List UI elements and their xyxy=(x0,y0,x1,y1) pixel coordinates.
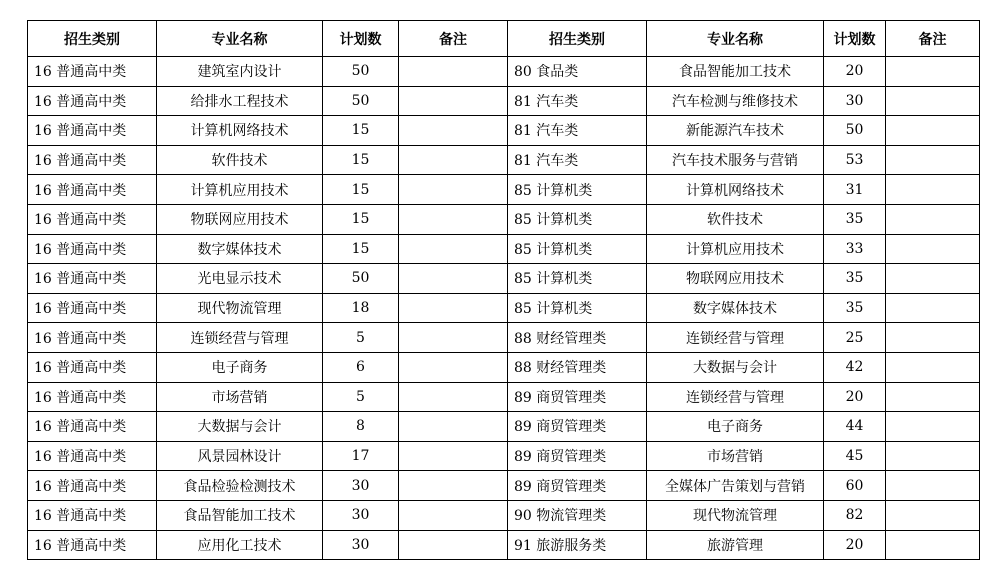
right-note-cell xyxy=(886,57,980,87)
left-note-cell xyxy=(399,145,508,175)
left-major-cell: 大数据与会计 xyxy=(157,412,323,442)
left-category-cell: 16 普通高中类 xyxy=(28,323,157,353)
left-category-cell: 16 普通高中类 xyxy=(28,264,157,294)
table-body xyxy=(28,57,980,560)
left-plan-cell: 50 xyxy=(323,86,399,116)
left-major-cell: 物联网应用技术 xyxy=(157,204,323,234)
left-category-cell: 16 普通高中类 xyxy=(28,175,157,205)
table-row xyxy=(28,175,980,205)
right-note-cell xyxy=(886,323,980,353)
left-note-cell xyxy=(399,530,508,560)
right-note-cell xyxy=(886,234,980,264)
left-category-cell: 16 普通高中类 xyxy=(28,352,157,382)
right-plan-cell: 42 xyxy=(824,352,886,382)
right-major-cell: 汽车技术服务与营销 xyxy=(647,145,824,175)
left-category-cell: 16 普通高中类 xyxy=(28,234,157,264)
right-major-cell: 新能源汽车技术 xyxy=(647,116,824,146)
right-plan-cell: 50 xyxy=(824,116,886,146)
table-row xyxy=(28,382,980,412)
right-plan-cell: 35 xyxy=(824,293,886,323)
table-row xyxy=(28,293,980,323)
right-plan-cell: 20 xyxy=(824,530,886,560)
right-category-cell: 85 计算机类 xyxy=(508,234,647,264)
header-category: 招生类别 xyxy=(508,21,647,57)
left-note-cell xyxy=(399,116,508,146)
left-major-cell: 数字媒体技术 xyxy=(157,234,323,264)
right-major-cell: 软件技术 xyxy=(647,204,824,234)
left-plan-cell: 18 xyxy=(323,293,399,323)
right-plan-cell: 31 xyxy=(824,175,886,205)
left-category-cell: 16 普通高中类 xyxy=(28,412,157,442)
right-plan-cell: 53 xyxy=(824,145,886,175)
right-note-cell xyxy=(886,530,980,560)
table-row xyxy=(28,116,980,146)
left-major-cell: 应用化工技术 xyxy=(157,530,323,560)
table-row xyxy=(28,471,980,501)
header-plan: 计划数 xyxy=(824,21,886,57)
right-category-cell: 81 汽车类 xyxy=(508,116,647,146)
left-category-cell: 16 普通高中类 xyxy=(28,441,157,471)
right-plan-cell: 30 xyxy=(824,86,886,116)
left-note-cell xyxy=(399,86,508,116)
right-category-cell: 81 汽车类 xyxy=(508,86,647,116)
right-plan-cell: 25 xyxy=(824,323,886,353)
table-row xyxy=(28,412,980,442)
right-major-cell: 全媒体广告策划与营销 xyxy=(647,471,824,501)
table-row xyxy=(28,530,980,560)
right-category-cell: 85 计算机类 xyxy=(508,293,647,323)
right-category-cell: 89 商贸管理类 xyxy=(508,471,647,501)
left-major-cell: 计算机应用技术 xyxy=(157,175,323,205)
left-major-cell: 连锁经营与管理 xyxy=(157,323,323,353)
header-major: 专业名称 xyxy=(647,21,824,57)
right-plan-cell: 82 xyxy=(824,500,886,530)
right-note-cell xyxy=(886,145,980,175)
right-category-cell: 89 商贸管理类 xyxy=(508,441,647,471)
right-category-cell: 85 计算机类 xyxy=(508,264,647,294)
right-major-cell: 食品智能加工技术 xyxy=(647,57,824,87)
left-note-cell xyxy=(399,323,508,353)
left-category-cell: 16 普通高中类 xyxy=(28,471,157,501)
right-plan-cell: 20 xyxy=(824,57,886,87)
left-plan-cell: 8 xyxy=(323,412,399,442)
left-plan-cell: 50 xyxy=(323,57,399,87)
right-major-cell: 计算机网络技术 xyxy=(647,175,824,205)
left-plan-cell: 5 xyxy=(323,382,399,412)
right-note-cell xyxy=(886,500,980,530)
left-note-cell xyxy=(399,352,508,382)
left-major-cell: 计算机网络技术 xyxy=(157,116,323,146)
left-plan-cell: 30 xyxy=(323,500,399,530)
left-note-cell xyxy=(399,293,508,323)
header-row xyxy=(28,21,980,57)
right-major-cell: 大数据与会计 xyxy=(647,352,824,382)
right-note-cell xyxy=(886,382,980,412)
header-note: 备注 xyxy=(399,21,508,57)
header-plan: 计划数 xyxy=(323,21,399,57)
table-row xyxy=(28,145,980,175)
table-row xyxy=(28,352,980,382)
right-plan-cell: 20 xyxy=(824,382,886,412)
right-major-cell: 连锁经营与管理 xyxy=(647,323,824,353)
right-category-cell: 88 财经管理类 xyxy=(508,352,647,382)
left-major-cell: 给排水工程技术 xyxy=(157,86,323,116)
left-plan-cell: 15 xyxy=(323,116,399,146)
left-category-cell: 16 普通高中类 xyxy=(28,116,157,146)
left-major-cell: 光电显示技术 xyxy=(157,264,323,294)
enrollment-plan-table xyxy=(27,20,980,560)
left-major-cell: 软件技术 xyxy=(157,145,323,175)
right-major-cell: 旅游管理 xyxy=(647,530,824,560)
right-note-cell xyxy=(886,293,980,323)
right-category-cell: 88 财经管理类 xyxy=(508,323,647,353)
left-plan-cell: 30 xyxy=(323,530,399,560)
left-note-cell xyxy=(399,175,508,205)
left-plan-cell: 15 xyxy=(323,234,399,264)
left-note-cell xyxy=(399,204,508,234)
table-row xyxy=(28,234,980,264)
table-row xyxy=(28,441,980,471)
right-major-cell: 物联网应用技术 xyxy=(647,264,824,294)
right-major-cell: 现代物流管理 xyxy=(647,500,824,530)
right-category-cell: 81 汽车类 xyxy=(508,145,647,175)
left-note-cell xyxy=(399,441,508,471)
table-row xyxy=(28,264,980,294)
right-major-cell: 市场营销 xyxy=(647,441,824,471)
left-category-cell: 16 普通高中类 xyxy=(28,382,157,412)
left-category-cell: 16 普通高中类 xyxy=(28,293,157,323)
left-category-cell: 16 普通高中类 xyxy=(28,86,157,116)
right-plan-cell: 33 xyxy=(824,234,886,264)
left-category-cell: 16 普通高中类 xyxy=(28,530,157,560)
right-major-cell: 计算机应用技术 xyxy=(647,234,824,264)
left-major-cell: 食品智能加工技术 xyxy=(157,500,323,530)
right-note-cell xyxy=(886,471,980,501)
left-plan-cell: 15 xyxy=(323,204,399,234)
table-row xyxy=(28,86,980,116)
right-note-cell xyxy=(886,116,980,146)
left-category-cell: 16 普通高中类 xyxy=(28,204,157,234)
right-major-cell: 连锁经营与管理 xyxy=(647,382,824,412)
right-category-cell: 90 物流管理类 xyxy=(508,500,647,530)
right-plan-cell: 35 xyxy=(824,204,886,234)
right-plan-cell: 44 xyxy=(824,412,886,442)
table-row xyxy=(28,500,980,530)
right-major-cell: 数字媒体技术 xyxy=(647,293,824,323)
right-major-cell: 汽车检测与维修技术 xyxy=(647,86,824,116)
left-plan-cell: 17 xyxy=(323,441,399,471)
left-major-cell: 建筑室内设计 xyxy=(157,57,323,87)
right-category-cell: 85 计算机类 xyxy=(508,175,647,205)
left-category-cell: 16 普通高中类 xyxy=(28,57,157,87)
left-category-cell: 16 普通高中类 xyxy=(28,500,157,530)
right-note-cell xyxy=(886,264,980,294)
right-note-cell xyxy=(886,86,980,116)
left-note-cell xyxy=(399,382,508,412)
right-category-cell: 80 食品类 xyxy=(508,57,647,87)
right-plan-cell: 35 xyxy=(824,264,886,294)
right-note-cell xyxy=(886,175,980,205)
left-note-cell xyxy=(399,500,508,530)
left-plan-cell: 5 xyxy=(323,323,399,353)
left-plan-cell: 15 xyxy=(323,175,399,205)
left-note-cell xyxy=(399,412,508,442)
header-note: 备注 xyxy=(886,21,980,57)
left-category-cell: 16 普通高中类 xyxy=(28,145,157,175)
left-note-cell xyxy=(399,264,508,294)
right-category-cell: 89 商贸管理类 xyxy=(508,382,647,412)
left-major-cell: 食品检验检测技术 xyxy=(157,471,323,501)
left-plan-cell: 30 xyxy=(323,471,399,501)
right-note-cell xyxy=(886,441,980,471)
right-category-cell: 85 计算机类 xyxy=(508,204,647,234)
table-row xyxy=(28,204,980,234)
left-major-cell: 市场营销 xyxy=(157,382,323,412)
right-category-cell: 91 旅游服务类 xyxy=(508,530,647,560)
right-note-cell xyxy=(886,352,980,382)
left-major-cell: 现代物流管理 xyxy=(157,293,323,323)
left-note-cell xyxy=(399,234,508,264)
right-plan-cell: 45 xyxy=(824,441,886,471)
header-category: 招生类别 xyxy=(28,21,157,57)
right-note-cell xyxy=(886,412,980,442)
left-plan-cell: 6 xyxy=(323,352,399,382)
left-note-cell xyxy=(399,57,508,87)
left-major-cell: 电子商务 xyxy=(157,352,323,382)
right-note-cell xyxy=(886,204,980,234)
left-plan-cell: 50 xyxy=(323,264,399,294)
left-major-cell: 风景园林设计 xyxy=(157,441,323,471)
right-plan-cell: 60 xyxy=(824,471,886,501)
left-plan-cell: 15 xyxy=(323,145,399,175)
left-note-cell xyxy=(399,471,508,501)
right-category-cell: 89 商贸管理类 xyxy=(508,412,647,442)
table-row xyxy=(28,57,980,87)
right-major-cell: 电子商务 xyxy=(647,412,824,442)
table-row xyxy=(28,323,980,353)
header-major: 专业名称 xyxy=(157,21,323,57)
